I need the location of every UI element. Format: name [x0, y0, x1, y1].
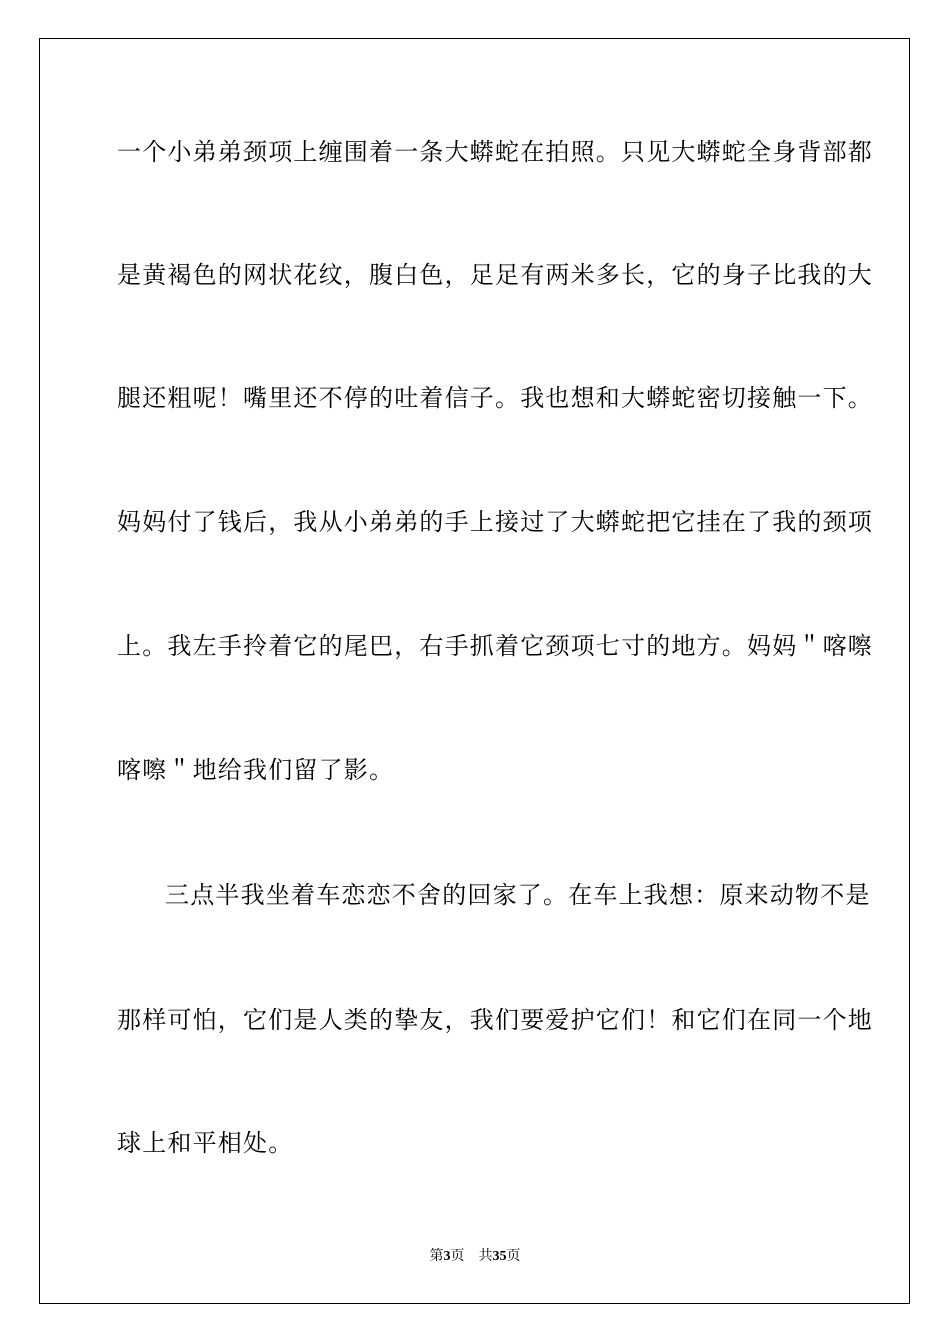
page-number: 3: [443, 1249, 451, 1264]
page-label-prefix: 第: [429, 1249, 444, 1264]
text-line-3: 腿还粗呢！嘴里还不停的吐着信子。我也想和大蟒蛇密切接触一下。: [117, 384, 873, 412]
total-label-suffix: 页: [506, 1249, 521, 1264]
paragraph-start-line: 三点半我坐着车恋恋不舍的回家了。在车上我想：原来动物不是: [165, 881, 871, 909]
text-line-1: 一个小弟弟颈项上缠围着一条大蟒蛇在拍照。只见大蟒蛇全身背部都: [117, 138, 873, 166]
total-label-prefix: 共: [478, 1249, 493, 1264]
text-line-4: 妈妈付了钱后，我从小弟弟的手上接过了大蟒蛇把它挂在了我的颈项: [117, 508, 873, 536]
page-label-suffix: 页: [450, 1249, 465, 1264]
text-line-9: 球上和平相处。: [117, 1129, 294, 1157]
page-border: [39, 38, 910, 1304]
page-footer: [0, 1248, 950, 1266]
text-line-5: 上。我左手拎着它的尾巴，右手抓着它颈项七寸的地方。妈妈＂喀嚓: [117, 632, 873, 660]
total-pages: 35: [492, 1249, 507, 1264]
text-line-2: 是黄褐色的网状花纹，腹白色，足足有两米多长，它的身子比我的大: [117, 261, 873, 289]
text-line-8: 那样可怕，它们是人类的挚友，我们要爱护它们！和它们在同一个地: [117, 1006, 873, 1034]
text-line-6: 喀嚓＂地给我们留了影。: [117, 756, 395, 784]
